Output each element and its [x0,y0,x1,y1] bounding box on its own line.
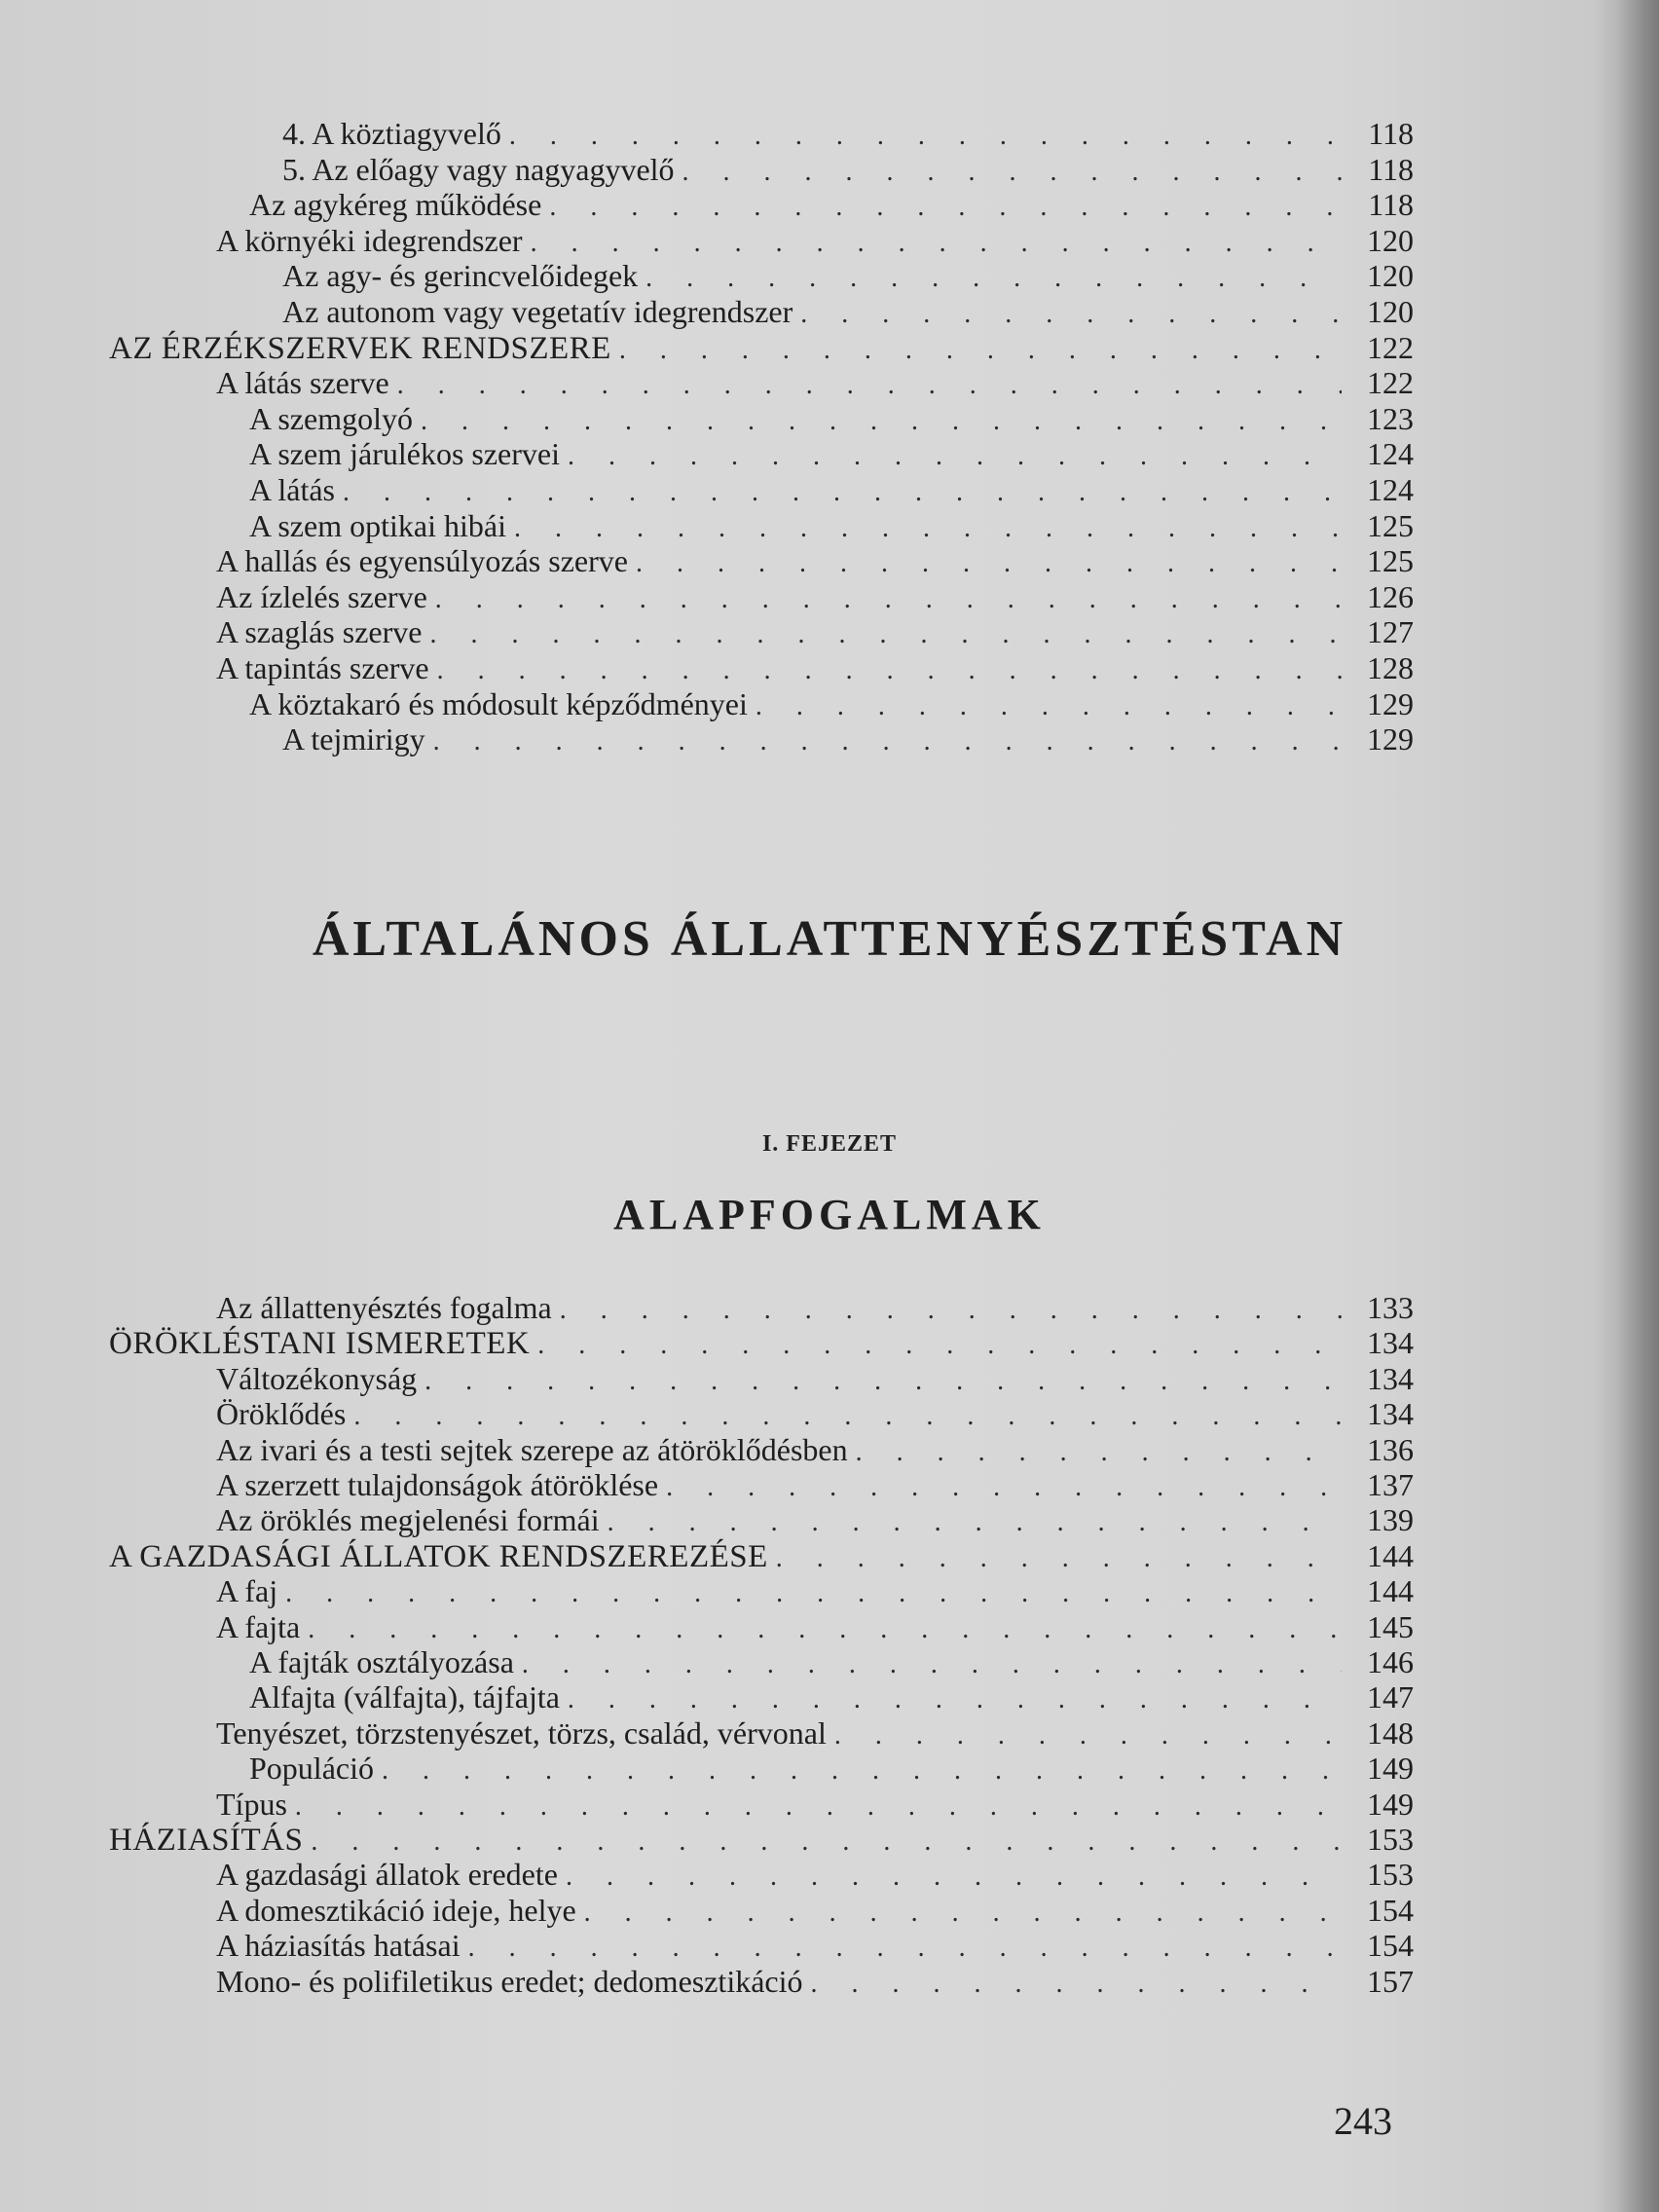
toc-entry [216,1502,1414,1537]
toc-entry-title: Öröklődés [216,1396,347,1432]
toc-entry [216,365,1414,400]
toc-entry [216,1715,1414,1751]
toc-entry [216,1573,1414,1608]
dot-leader [514,511,1342,546]
toc-entry-page: 144 [1367,1537,1414,1573]
toc-entry-page: 120 [1367,294,1414,329]
toc-entry-title: A tejmirigy [282,721,425,757]
dot-leader [509,119,1342,154]
toc-entry-title: A környéki idegrendszer [216,222,523,258]
dot-leader [468,1931,1342,1966]
dot-leader [560,1293,1342,1328]
toc-entry-title: Az állattenyésztés fogalma [216,1290,552,1325]
toc-entry-page: 123 [1367,400,1414,436]
dot-leader [666,1470,1342,1505]
toc-entry-title: A látás szerve [216,365,389,401]
toc-entry-page: 149 [1367,1751,1414,1787]
toc-entry [216,1893,1414,1928]
chapter-label: I. FEJEZET [761,1131,898,1157]
toc-entry [109,1822,1414,1857]
toc-entry-title: Tenyészet, törzstenyészet, törzs, család, vérvonal [216,1714,827,1751]
toc-entry-title: Populáció [249,1751,374,1787]
toc-entry [249,401,1414,436]
toc-entry-page: 129 [1367,721,1414,757]
toc-entry-page: 145 [1367,1608,1414,1644]
toc-entry-title: Alfajta (válfajta), tájfajta [249,1679,560,1715]
toc-entry-title: Mono- és polifiletikus eredet; dedomesztikáció [216,1963,803,1999]
toc-entry-title: Az autonom vagy vegetatív idegrendszer [282,294,793,329]
toc-entry-title: 5. Az előagy vagy nagyagyvelő [282,151,675,187]
toc-entry [216,1290,1414,1325]
toc-entry-title: A gazdasági állatok eredete [216,1857,558,1893]
dot-leader [584,1896,1342,1931]
toc-entry-title: HÁZIASÍTÁS [109,1823,304,1858]
dot-leader [433,724,1342,759]
toc-entry [216,1964,1414,1999]
toc-entry-title: A domesztikáció ideje, helye [216,1892,576,1928]
toc-entry-page: 125 [1367,507,1414,543]
toc-entry [109,1538,1414,1573]
toc-entry-title: A fajták osztályozása [249,1644,514,1679]
toc-entry [249,1679,1414,1714]
toc-entry-title: A háziasítás hatásai [216,1928,461,1964]
toc-entry [216,614,1414,649]
toc-entry-title: A látás [249,472,335,507]
toc-entry-page: 122 [1367,365,1414,401]
toc-entry [109,330,1414,365]
dot-leader [522,1647,1342,1682]
dot-leader [800,297,1342,332]
dot-leader [568,1682,1342,1717]
toc-entry-page: 154 [1367,1928,1414,1964]
toc-entry-page: 125 [1367,543,1414,579]
dot-leader [424,1364,1342,1399]
toc-entry-title: A szem járulékos szervei [249,436,560,472]
toc-entry [216,1857,1414,1892]
toc-entry-title: Az agykéreg működése [249,187,542,223]
toc-entry-page: 129 [1367,685,1414,721]
dot-leader [756,689,1342,724]
toc-entry-page: 126 [1367,578,1414,614]
toc-entry [216,1432,1414,1467]
chapter-title: ALAPFOGALMAK [613,1191,1046,1238]
page-number: 243 [1334,2099,1392,2143]
toc-entry-page: 120 [1367,258,1414,294]
dot-leader [682,155,1342,190]
toc-entry-page: 118 [1368,116,1414,151]
toc-entry-title: A szerzett tulajdonságok átöröklése [216,1467,659,1502]
toc-entry [216,579,1414,614]
toc-entry-title: A GAZDASÁGI ÁLLATOK RENDSZEREZÉSE [109,1538,768,1574]
dot-leader [397,368,1342,403]
dot-leader [856,1435,1342,1470]
toc-entry-title: A köztakaró és módosult képződményei [249,685,748,721]
toc-entry [249,1644,1414,1679]
toc-entry-page: 128 [1367,650,1414,685]
toc-entry-page: 118 [1368,187,1414,223]
toc-entry [216,650,1414,685]
dot-leader [811,1967,1343,2002]
dot-leader [353,1399,1342,1434]
toc-entry-title: A tapintás szerve [216,650,429,685]
toc-entry-title: A fajta [216,1608,301,1644]
toc-entry-title: Az öröklés megjelenési formái [216,1502,600,1538]
toc-entry [282,152,1414,187]
toc-entry-page: 124 [1367,436,1414,472]
toc-entry-page: 154 [1367,1892,1414,1928]
toc-entry-page: 134 [1367,1360,1414,1396]
dot-leader [437,653,1342,688]
toc-entry-title: AZ ÉRZÉKSZERVEK RENDSZERE [109,330,611,366]
toc-entry-title: Az ízlelés szerve [216,578,427,614]
dot-leader [308,1612,1342,1647]
toc-entry-page: 134 [1367,1396,1414,1432]
page-edge-shadow [1618,0,1659,2212]
toc-entry [249,1751,1414,1786]
dot-leader [645,261,1342,296]
dot-leader [429,617,1342,652]
dot-leader [608,1505,1342,1540]
toc-entry [282,721,1414,756]
toc-entry-page: 127 [1367,614,1414,650]
toc-entry-title: Az agy- és gerincvelőidegek [282,258,639,294]
toc-entry-title: A szemgolyó [249,400,413,436]
dot-leader [636,546,1342,581]
dot-leader [549,190,1342,225]
dot-leader [311,1825,1342,1860]
toc-entry-page: 153 [1367,1822,1414,1857]
toc-entry-page: 148 [1367,1714,1414,1751]
toc-entry-page: 153 [1367,1857,1414,1893]
toc-entry-page: 144 [1367,1573,1414,1609]
toc-entry-title: Típus [216,1786,287,1822]
toc-entry-title: ÖRÖKLÉSTANI ISMERETEK [109,1326,531,1362]
dot-leader [531,226,1342,261]
toc-entry [216,223,1414,258]
toc-entry [216,1396,1414,1431]
dot-leader [834,1718,1342,1753]
toc-entry-page: 146 [1367,1644,1414,1679]
toc-entry [216,1787,1414,1822]
toc-entry-page: 149 [1367,1786,1414,1822]
toc-entry [109,1325,1414,1360]
toc-entry [249,508,1414,543]
dot-leader [568,439,1342,474]
toc-entry-page: 139 [1367,1502,1414,1538]
toc-entry-page: 120 [1367,222,1414,258]
section-title: ÁLTALÁNOS ÁLLATTENYÉSZTÉSTAN [312,911,1347,967]
dot-leader [382,1753,1342,1788]
toc-entry [249,187,1414,222]
toc-entry-page: 137 [1367,1467,1414,1502]
toc-entry [282,258,1414,293]
toc-entry [249,686,1414,721]
toc-entry-title: Az ivari és a testi sejtek szerepe az átöröklődésben [216,1431,848,1467]
toc-entry [216,1609,1414,1644]
toc-entry-page: 147 [1367,1679,1414,1715]
dot-leader [619,333,1342,368]
toc-entry-title: A faj [216,1573,278,1609]
toc-entry [249,472,1414,507]
toc-entry-page: 122 [1367,329,1414,365]
toc-entry-title: A szem optikai hibái [249,507,506,543]
toc-entry [282,294,1414,329]
toc-entry-title: A hallás és egyensúlyozás szerve [216,543,628,579]
toc-entry [249,436,1414,471]
toc-entry-page: 136 [1367,1431,1414,1467]
toc-entry [216,1361,1414,1396]
toc-entry [216,1467,1414,1502]
toc-entry-page: 133 [1367,1290,1414,1325]
toc-entry-page: 118 [1368,151,1414,187]
toc-entry-title: 4. A köztiagyvelő [282,116,501,151]
dot-leader [285,1576,1342,1611]
dot-leader [566,1860,1342,1895]
dot-leader [776,1541,1342,1576]
toc-entry [216,543,1414,578]
toc-entry [282,116,1414,151]
toc-entry-title: Változékonyság [216,1360,418,1396]
dot-leader [435,582,1342,617]
toc-entry-page: 134 [1367,1325,1414,1361]
toc-entry [216,1928,1414,1963]
dot-leader [343,475,1342,510]
toc-entry-page: 157 [1367,1963,1414,1999]
dot-leader [537,1328,1342,1363]
toc-entry-title: A szaglás szerve [216,614,423,650]
toc-entry-page: 124 [1367,472,1414,507]
dot-leader [295,1789,1342,1825]
dot-leader [421,404,1342,439]
